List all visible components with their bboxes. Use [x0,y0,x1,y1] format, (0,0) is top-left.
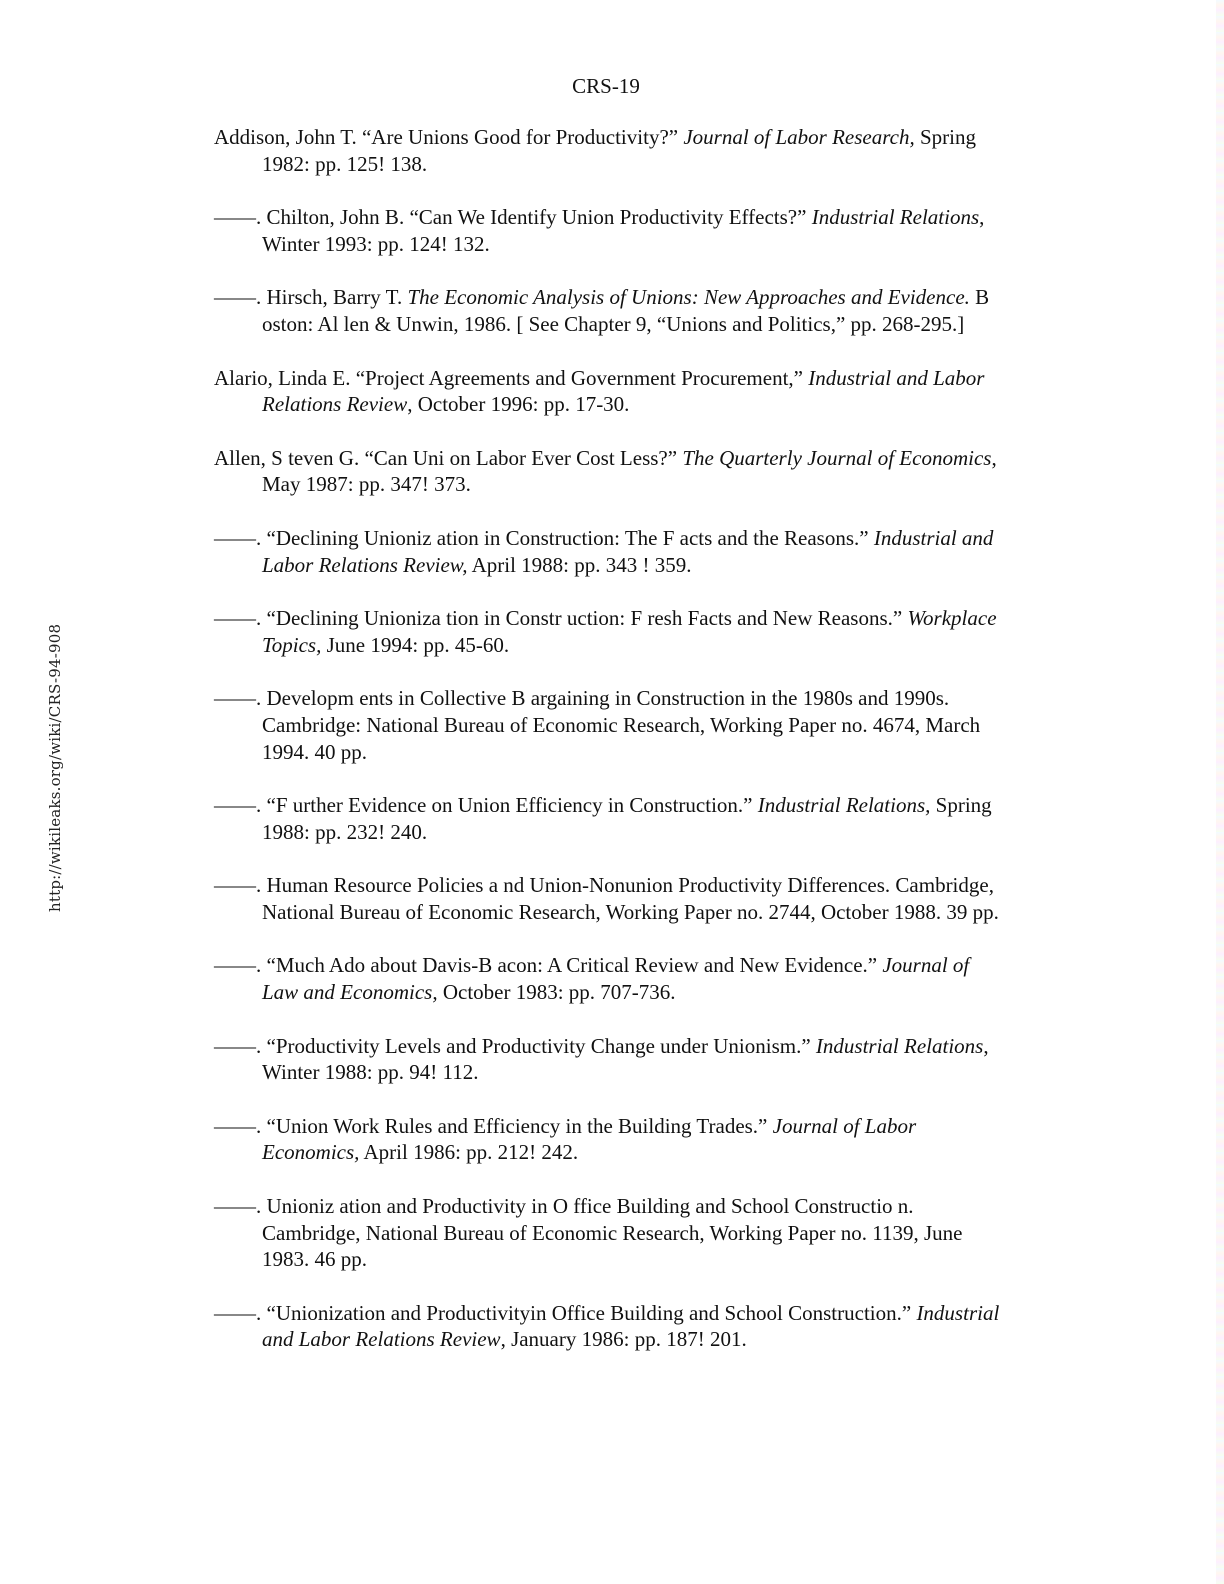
reference-lead: ——. “Much Ado about Davis-B acon: A Critical Review and New Evidence.” [214,953,883,978]
reference-lead: Alario, Linda E. “Project Agreements and Government Procurement,” [214,365,809,390]
reference-journal: Workplace Topics, [262,606,997,657]
reference-lead: ——. “Declining Unioniza tion in Constr uction: F resh Facts and New Reasons.” [214,606,908,631]
reference-entry [214,1113,1010,1166]
reference-lead: ——. Unioniz ation and Productivity in O ffice Building and School Constructio n. Cambridge, National Bureau of Economic Research, Working Paper no. 1139, June 1983. 46 pp. [214,1194,963,1272]
reference-lead: ——. “Productivity Levels and Productivity Change under Unionism.” [214,1033,816,1058]
reference-entry [214,605,1010,658]
reference-entry [214,525,1010,578]
reference-lead: ——. “Unionization and Productivityin Office Building and School Construction.” [214,1300,917,1325]
reference-entry [214,1300,1010,1353]
reference-tail: June 1994: pp. 45-60. [321,632,510,657]
reference-tail: Spring 1988: pp. 232! 240. [262,793,992,844]
reference-list [214,124,1010,1380]
reference-journal: Industrial and Labor Relations Review, [262,525,994,577]
reference-entry [214,792,1010,845]
reference-tail: Spring 1982: pp. 125! 138. [262,125,976,176]
reference-entry [214,365,1010,418]
reference-journal: Industrial Relations [811,205,980,230]
reference-journal: Industrial and Labor Relations Review [262,365,985,417]
reference-entry [214,685,1010,765]
reference-tail: B oston: Al len & Unwin, 1986. [ See Chapter 9, “Unions and Politics,” pp. 268-295.] [262,285,990,336]
reference-journal: Journal of Labor Economics, [262,1113,917,1165]
reference-entry [214,952,1010,1005]
reference-tail: , Winter 1993: pp. 124! 132. [262,205,985,256]
reference-entry [214,284,1010,337]
reference-journal: Journal of Law and Economics, [262,953,970,1005]
reference-lead: ——. Hirsch, Barry T. [214,285,408,310]
reference-journal: Industrial Relations [815,1033,984,1058]
reference-lead: Allen, S teven G. “Can Uni on Labor Ever Cost Less?” [214,445,683,470]
reference-lead: Addison, John T. “Are Unions Good for Productivity?” [214,125,684,149]
reference-journal: The Quarterly Journal of Economics [682,445,992,470]
reference-tail: , October 1996: pp. 17-30. [407,392,630,417]
reference-lead: ——. Chilton, John B. “Can We Identify Union Productivity Effects?” [214,205,812,230]
reference-entry [214,445,1010,498]
reference-journal: The Economic Analysis of Unions: New Approaches and Evidence. [407,285,970,310]
reference-tail: April 1986: pp. 212! 242. [359,1140,579,1165]
page-number-header: CRS-19 [572,74,640,98]
reference-journal: Journal of Labor Research, [683,125,915,149]
reference-tail: , January 1986: pp. 187! 201. [500,1327,747,1352]
reference-tail: April 1988: pp. 343 ! 359. [467,552,692,577]
reference-journal: Industrial and Labor Relations Review [262,1300,1000,1352]
reference-lead: ——. Human Resource Policies a nd Union-Nonunion Productivity Differences. Cambridge, National Bureau of Economic Research, Working Paper no. 2744, October 1988. 39 pp. [214,873,999,924]
reference-lead: ——. “Union Work Rules and Efficiency in the Building Trades.” [214,1113,773,1138]
reference-tail: , May 1987: pp. 347! 373. [262,445,997,497]
reference-lead: ——. “Declining Unioniz ation in Construction: The F acts and the Reasons.” [214,525,874,550]
reference-lead: ——. Developm ents in Collective B argaining in Construction in the 1980s and 1990s. Cambridge: National Bureau of Economic Research, Working Paper no. 4674, March 1994. 40 pp. [214,686,981,764]
reference-tail: , Winter 1988: pp. 94! 112. [262,1033,989,1085]
reference-entry [214,204,1010,257]
reference-entry [214,1033,1010,1086]
reference-entry [214,1193,1010,1273]
reference-lead: ——. “F urther Evidence on Union Efficiency in Construction.” [214,793,758,818]
reference-entry [214,872,1010,925]
scan-edge-strip [1216,0,1224,1584]
side-url-watermark: http://wikileaks.org/wiki/CRS-94-908 [46,623,64,912]
reference-tail: October 1983: pp. 707-736. [437,980,676,1005]
reference-journal: Industrial Relations, [757,793,931,818]
reference-entry [214,124,1010,177]
